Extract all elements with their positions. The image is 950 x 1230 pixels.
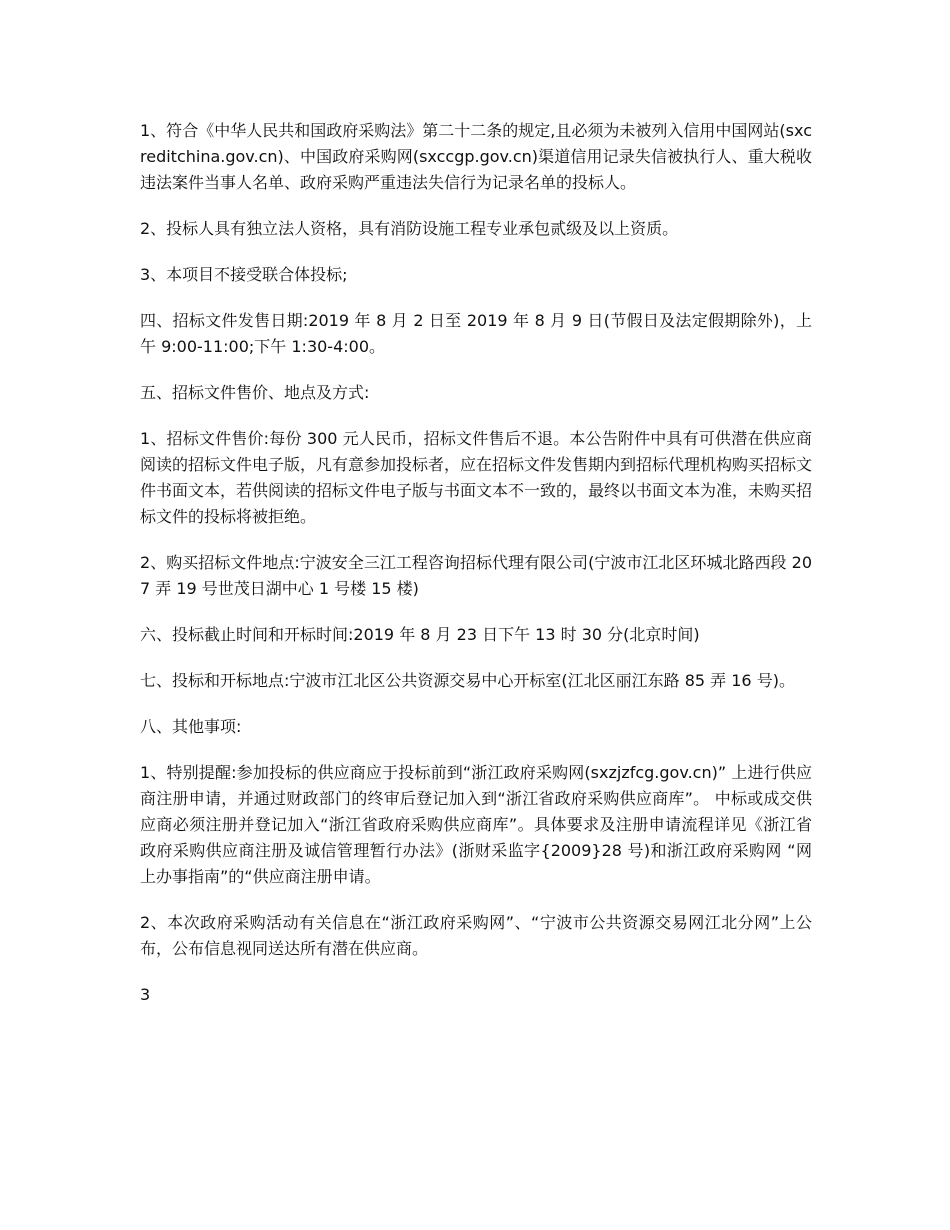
paragraph-sale-dates: 四、招标文件发售日期:2019 年 8 月 2 日至 2019 年 8 月 9 日(节假日及法定假期除外)，上午 9:00-11:00;下午 1:30-4:00。 (140, 311, 812, 356)
paragraph-publication-notice: 2、本次政府采购活动有关信息在“浙江政府采购网”、“宁波市公共资源交易网江北分网”上公布，公布信息视同送达所有潜在供应商。 (140, 913, 812, 958)
paragraph-registration-notice: 1、特别提醒:参加投标的供应商应于投标前到“浙江政府采购网(sxzjzfcg.gov.cn)” 上进行供应商注册申请，并通过财政部门的终审后登记加入到“浙江省政府采购供应商库”。 中标或成交供应商必须注册并登记加入“浙江省政府采购供应商库”。具体要求及注册申请流程详见《浙江省政府采购供应商注册及诚信管理暂行办法》(浙财采监字{2009}28 号)和浙江政府采购网 “网上办事指南”的“供应商注册申请。 (140, 763, 812, 886)
document-body (140, 118, 812, 1008)
paragraph-qualification-credit: 1、符合《中华人民共和国政府采购法》第二十二条的规定,且必须为未被列入信用中国网站(sxcreditchina.gov.cn)、中国政府采购网(sxccgp.gov.cn)渠道信用记录失信被执行人、重大税收违法案件当事人名单、政府采购严重违法失信行为记录名单的投标人。 (140, 121, 812, 192)
paragraph-bid-location: 七、投标和开标地点:宁波市江北区公共资源交易中心开标室(江北区丽江东路 85 弄 16 号)。 (140, 671, 795, 690)
paragraph-sale-heading: 五、招标文件售价、地点及方式: (140, 383, 370, 402)
paragraph-sale-location: 2、购买招标文件地点:宁波安全三江工程咨询招标代理有限公司(宁波市江北区环城北路西段 207 弄 19 号世茂日湖中心 1 号楼 15 楼) (140, 553, 812, 598)
paragraph-sale-price: 1、招标文件售价:每份 300 元人民币，招标文件售后不退。本公告附件中具有可供潜在供应商阅读的招标文件电子版，凡有意参加投标者，应在招标文件发售期内到招标代理机构购买招标文件书面文本，若供阅读的招标文件电子版与书面文本不一致的，最终以书面文本为准，未购买招标文件的投标将被拒绝。 (140, 429, 813, 526)
paragraph-qualification-license: 2、投标人具有独立法人资格，具有消防设施工程专业承包贰级及以上资质。 (140, 219, 679, 238)
page-number: 3 (140, 985, 151, 1004)
paragraph-no-consortium: 3、本项目不接受联合体投标; (140, 265, 348, 284)
paragraph-deadline: 六、投标截止时间和开标时间:2019 年 8 月 23 日下午 13 时 30 分(北京时间) (140, 625, 700, 644)
paragraph-other-heading: 八、其他事项: (140, 717, 242, 736)
